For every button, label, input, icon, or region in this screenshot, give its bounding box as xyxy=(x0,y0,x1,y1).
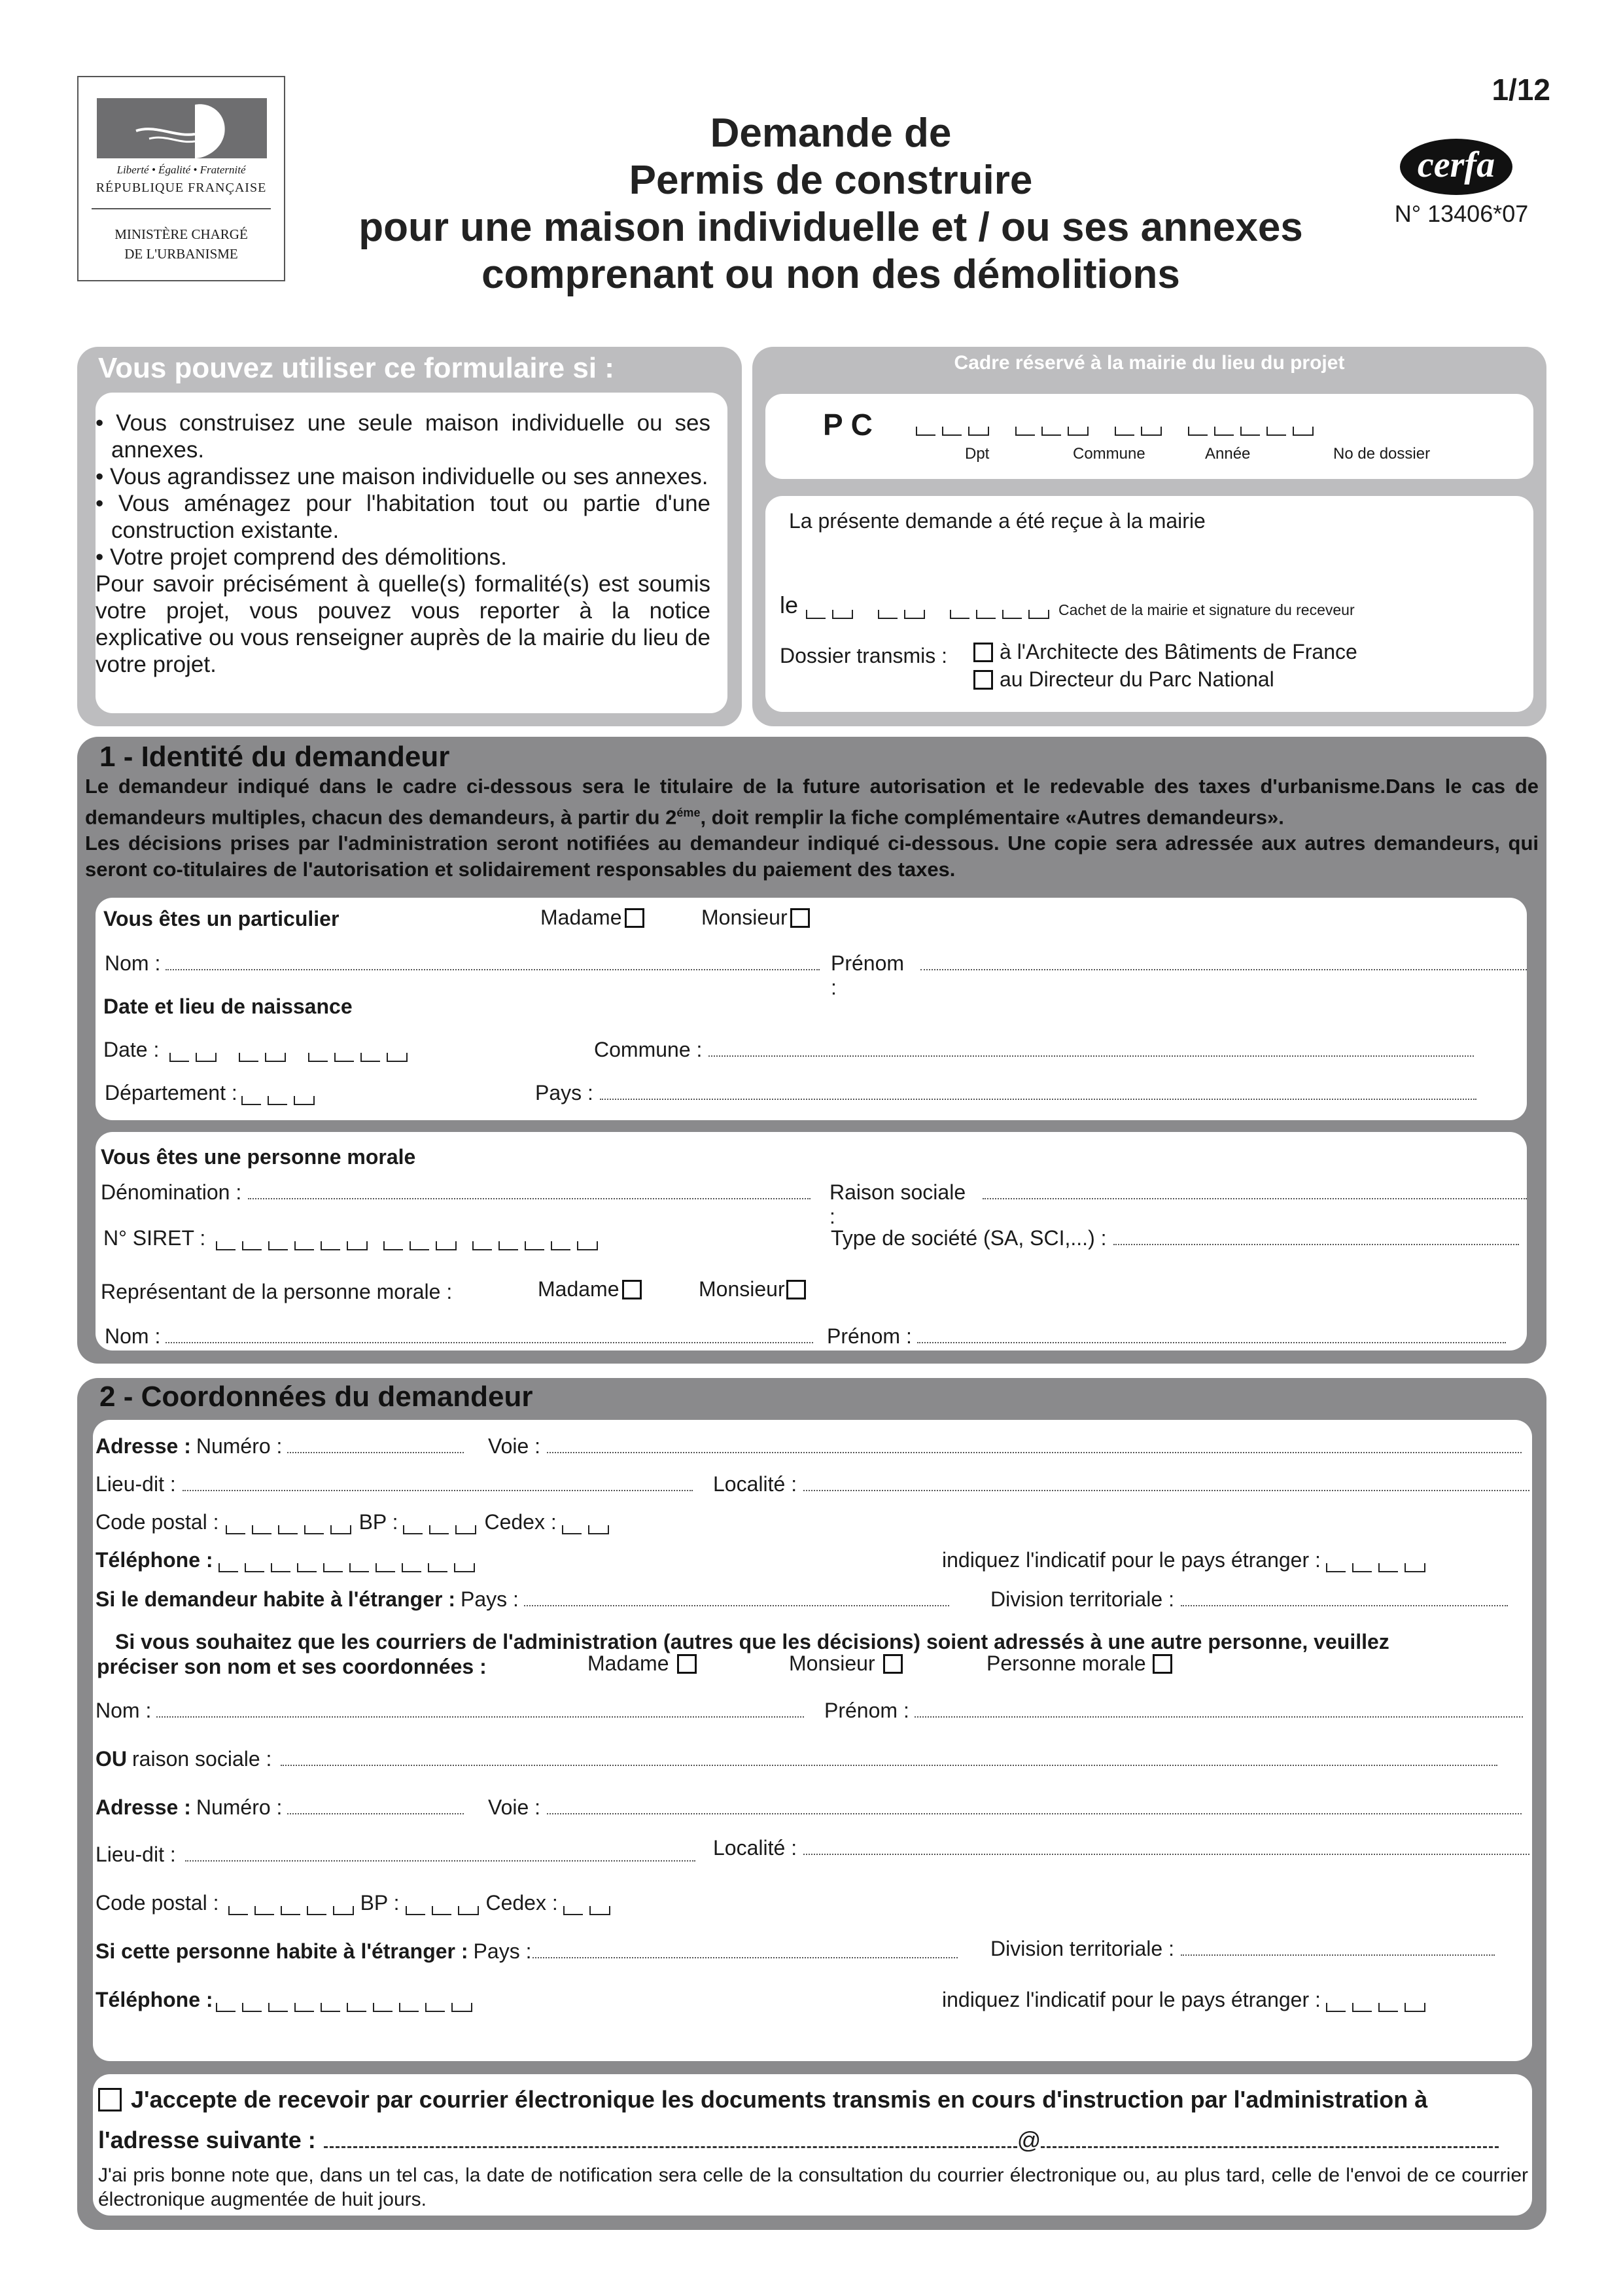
received-text: La présente demande a été reçue à la mairie xyxy=(789,509,1206,533)
cerfa-logo-text: cerfa xyxy=(1417,145,1495,185)
usage-box xyxy=(77,347,742,726)
departement-label: Département : xyxy=(105,1081,237,1104)
other-ou-label: OU xyxy=(96,1747,127,1771)
bullet-1: • Vous construisez une seule maison individuelle ou ses annexes. xyxy=(96,410,710,463)
representant-label: Représentant de la personne morale : xyxy=(101,1280,453,1303)
date-day-comb[interactable] xyxy=(806,610,860,619)
usage-bullets xyxy=(96,410,710,678)
birth-day-comb[interactable] xyxy=(169,1053,223,1062)
bullet-2: • Vous agrandissez une maison individuelle ou ses annexes. xyxy=(96,464,708,489)
col-dossier: No de dossier xyxy=(1333,445,1431,463)
other-madame-checkbox[interactable] xyxy=(677,1654,697,1674)
nom-field[interactable] xyxy=(166,966,820,970)
prenom-field[interactable] xyxy=(920,966,1527,970)
siret-nic-comb[interactable] xyxy=(472,1241,604,1250)
rep-monsieur-label: Monsieur xyxy=(699,1277,785,1301)
rep-monsieur-checkbox[interactable] xyxy=(786,1280,806,1299)
dossier-number-box xyxy=(765,394,1533,479)
rep-prenom-label: Prénom : xyxy=(827,1324,912,1348)
dossier-comb xyxy=(1188,427,1320,436)
other-recipient-box xyxy=(93,1627,1532,2061)
morale-box xyxy=(96,1132,1527,1351)
abf-checkbox[interactable] xyxy=(973,643,993,662)
usage-note: Pour savoir précisément à quelle(s) formalité(s) est soumis votre projet, vous pouvez vous reporter à la notice explicative ou vous renseigner auprès de la mairie du lieu de votre projet. xyxy=(96,571,710,677)
siret-label: N° SIRET : xyxy=(103,1226,206,1250)
email-at-sign: @ xyxy=(1017,2127,1041,2153)
bullet-4: • Votre projet comprend des démolitions. xyxy=(96,544,507,570)
pays-field[interactable] xyxy=(600,1096,1476,1100)
indicatif-comb[interactable] xyxy=(1326,1563,1432,1572)
logo-motto: Liberté • Égalité • Fraternité xyxy=(116,164,246,176)
other-nom-label: Nom : xyxy=(96,1699,152,1722)
page-number: 1/12 xyxy=(1492,73,1550,107)
section2-title: 2 - Coordonnées du demandeur xyxy=(99,1381,533,1413)
departement-comb[interactable] xyxy=(241,1096,321,1105)
col-dpt: Dpt xyxy=(965,445,990,463)
cerfa-logo xyxy=(1400,139,1512,195)
section1-identite xyxy=(77,737,1546,1364)
morale-title: Vous êtes une personne morale xyxy=(101,1145,416,1169)
mairie-box-title: Cadre réservé à la mairie du lieu du projet xyxy=(954,352,1345,374)
etranger-label: Si le demandeur habite à l'étranger : xyxy=(96,1587,455,1611)
pays-label: Pays : xyxy=(535,1081,593,1104)
le-label: le xyxy=(780,592,799,618)
other-prenom-label: Prénom : xyxy=(824,1699,909,1722)
voie-field[interactable] xyxy=(547,1449,1522,1453)
section1-intro-p1: Le demandeur indiqué dans le cadre ci-dessous sera le titulaire de la future autorisation et le redevable des taxes d'urbanisme.Dans le cas de demandeurs multiples, chacun des demandeurs, à partir du $2^{éme}$, doit remplir la fiche complémentaire «Autres demandeurs». xyxy=(85,775,1539,829)
other-monsieur-label: Monsieur xyxy=(789,1651,875,1675)
localite-label: Localité : xyxy=(713,1472,797,1496)
other-voie-label: Voie : xyxy=(488,1795,541,1819)
cerfa-number: N° 13406*07 xyxy=(1394,200,1529,227)
other-raison-label: raison sociale : xyxy=(132,1747,272,1771)
type-societe-field[interactable] xyxy=(1113,1241,1519,1245)
denomination-label: Dénomination : xyxy=(101,1180,242,1204)
bullet-3: • Vous aménagez pour l'habitation tout ou partie d'une construction existante. xyxy=(96,491,710,543)
telephone-label: Téléphone : xyxy=(96,1548,213,1572)
date-year-comb[interactable] xyxy=(950,610,1056,619)
prenom-label: Prénom : xyxy=(831,951,905,999)
other-cedex-comb[interactable] xyxy=(563,1906,617,1915)
nom-label: Nom : xyxy=(105,951,161,975)
division-label: Division territoriale : xyxy=(990,1587,1174,1611)
other-numero-field[interactable] xyxy=(287,1810,464,1814)
other-bp-comb[interactable] xyxy=(406,1906,485,1915)
other-nom-field[interactable] xyxy=(156,1714,804,1718)
cedex-comb[interactable] xyxy=(562,1525,616,1534)
birth-title: Date et lieu de naissance xyxy=(103,995,353,1018)
section1-intro xyxy=(85,773,1539,883)
other-indicatif-comb[interactable] xyxy=(1326,2003,1432,2012)
email-note: J'ai pris bonne note que, dans un tel cas, la date de notification sera celle de la consultation du courrier électronique ou, au plus tard, celle de l'envoi de ce courrier électronique augmentée de huit jours. xyxy=(98,2164,1528,2210)
adresse-label: Adresse : xyxy=(96,1434,191,1458)
date-month-comb[interactable] xyxy=(878,610,932,619)
type-societe-label: Type de société (SA, SCI,...) : xyxy=(831,1226,1107,1250)
pays-field[interactable] xyxy=(524,1602,949,1606)
other-code-postal-label: Code postal : xyxy=(96,1891,219,1915)
email-consent-checkbox[interactable] xyxy=(98,2088,122,2111)
option-abf: à l'Architecte des Bâtiments de France xyxy=(1000,640,1357,663)
code-postal-comb[interactable] xyxy=(226,1525,358,1534)
other-morale-label: Personne morale xyxy=(986,1651,1146,1675)
siret-siren-comb[interactable] xyxy=(216,1241,374,1250)
other-localite-label: Localité : xyxy=(713,1836,797,1860)
cedex-label: Cedex : xyxy=(484,1510,557,1534)
division-field[interactable] xyxy=(1181,1602,1508,1606)
title-line4: comprenant ou non des démolitions xyxy=(481,252,1180,297)
other-numero-label: Numéro : xyxy=(196,1795,283,1819)
section1-title: 1 - Identité du demandeur xyxy=(99,741,450,773)
other-localite-field[interactable] xyxy=(803,1851,1529,1855)
other-voie-field[interactable] xyxy=(547,1810,1522,1814)
other-prenom-field[interactable] xyxy=(915,1714,1523,1718)
particulier-title: Vous êtes un particulier xyxy=(103,907,340,930)
other-monsieur-checkbox[interactable] xyxy=(883,1654,903,1674)
email-local-field[interactable] xyxy=(324,2144,1017,2148)
madame-checkbox[interactable] xyxy=(625,908,644,928)
ministry-line1: MINISTÈRE CHARGÉ xyxy=(114,226,248,242)
other-etranger-label: Si cette personne habite à l'étranger : xyxy=(96,1939,468,1963)
lieu-dit-field[interactable] xyxy=(183,1487,693,1491)
pc-letters: P C xyxy=(823,408,873,442)
section1-intro-p2: Les décisions prises par l'administration seront notifiées au demandeur indiqué ci-dessous. Une copie sera adressée aux autres demandeurs, qui seront co-titulaires de l'autorisation et solidairement responsables du paiement des taxes. xyxy=(85,832,1539,881)
numero-field[interactable] xyxy=(287,1449,464,1453)
email-accept-line2: l'adresse suivante : xyxy=(98,2127,316,2153)
monsieur-label: Monsieur xyxy=(701,906,788,929)
other-lieu-dit-label: Lieu-dit : xyxy=(96,1843,176,1866)
commune-label: Commune : xyxy=(594,1038,703,1061)
rep-madame-label: Madame xyxy=(538,1277,620,1301)
reception-box xyxy=(765,496,1533,712)
pays-label: Pays : xyxy=(460,1587,519,1611)
dpt-comb xyxy=(916,427,996,436)
other-division-label: Division territoriale : xyxy=(990,1937,1174,1960)
email-consent-box xyxy=(93,2074,1532,2216)
other-morale-checkbox[interactable] xyxy=(1153,1654,1172,1674)
stamp-text: Cachet de la mairie et signature du receveur xyxy=(1058,601,1355,618)
raison-sociale-field[interactable] xyxy=(983,1195,1527,1199)
other-division-field[interactable] xyxy=(1181,1952,1495,1956)
reception-date xyxy=(780,592,1355,619)
other-intro-line2: préciser son nom et ses coordonnées : xyxy=(97,1655,487,1678)
other-telephone-comb[interactable] xyxy=(216,2003,479,2012)
bp-comb[interactable] xyxy=(403,1525,483,1534)
raison-sociale-label: Raison sociale : xyxy=(829,1180,966,1228)
email-domain-field[interactable] xyxy=(1041,2144,1499,2148)
other-pays-field[interactable] xyxy=(532,1954,958,1958)
monsieur-checkbox[interactable] xyxy=(790,908,810,928)
localite-field[interactable] xyxy=(803,1487,1529,1491)
annee-comb xyxy=(1115,427,1168,436)
ministry-line2: DE L'URBANISME xyxy=(124,246,238,262)
siret-part2-comb[interactable] xyxy=(383,1241,463,1250)
title-line2: Permis de construire xyxy=(629,158,1033,203)
mairie-box xyxy=(752,347,1546,726)
ministry-logo-block xyxy=(77,76,285,281)
other-bp-label: BP : xyxy=(360,1891,400,1915)
telephone-comb[interactable] xyxy=(218,1563,481,1572)
transmitted-label: Dossier transmis : xyxy=(780,644,948,667)
col-commune: Commune xyxy=(1073,445,1145,463)
other-indicatif-label: indiquez l'indicatif pour le pays étranger : xyxy=(942,1988,1321,2011)
rep-madame-checkbox[interactable] xyxy=(622,1280,642,1299)
other-telephone-label: Téléphone : xyxy=(96,1988,213,2011)
other-raison-field[interactable] xyxy=(281,1762,1497,1766)
voie-label: Voie : xyxy=(488,1434,541,1458)
birth-month-comb[interactable] xyxy=(239,1053,292,1062)
title-line3: pour une maison individuelle et / ou ses annexes xyxy=(358,205,1303,250)
lieu-dit-label: Lieu-dit : xyxy=(96,1472,176,1496)
rep-prenom-field[interactable] xyxy=(917,1339,1506,1343)
madame-label: Madame xyxy=(540,906,622,929)
rep-nom-label: Nom : xyxy=(105,1324,161,1348)
other-code-postal-comb[interactable] xyxy=(228,1906,360,1915)
other-madame-label: Madame xyxy=(587,1651,669,1675)
rep-nom-field[interactable] xyxy=(166,1339,813,1343)
other-cedex-label: Cedex : xyxy=(485,1891,558,1915)
other-adresse-label: Adresse : xyxy=(96,1795,191,1819)
parc-checkbox[interactable] xyxy=(973,670,993,690)
marianne-logo-icon xyxy=(97,98,267,158)
numero-label: Numéro : xyxy=(196,1434,283,1458)
col-annee: Année xyxy=(1205,445,1251,463)
birth-year-comb[interactable] xyxy=(308,1053,414,1062)
indicatif-label: indiquez l'indicatif pour le pays étranger : xyxy=(942,1548,1321,1572)
particulier-box xyxy=(96,898,1527,1120)
other-pays-label: Pays : xyxy=(473,1939,532,1963)
title-line1: Demande de xyxy=(710,111,952,156)
commune-comb xyxy=(1015,427,1095,436)
section2-coordonnees xyxy=(77,1378,1546,2230)
email-accept-line1: J'accepte de recevoir par courrier électronique les documents transmis en cours d'instruction par l'administration à xyxy=(131,2086,1428,2113)
usage-box-title: Vous pouvez utiliser ce formulaire si : xyxy=(98,352,614,384)
option-parc: au Directeur du Parc National xyxy=(1000,667,1274,691)
code-postal-label: Code postal : xyxy=(96,1510,219,1534)
date-label: Date : xyxy=(103,1038,160,1061)
page-title xyxy=(301,110,1361,298)
commune-field[interactable] xyxy=(708,1053,1474,1057)
other-lieu-dit-field[interactable] xyxy=(185,1858,695,1862)
denomination-field[interactable] xyxy=(248,1195,811,1199)
bp-label: BP : xyxy=(358,1510,398,1534)
dossier-number-field[interactable] xyxy=(916,427,1320,436)
other-intro-line1: Si vous souhaitez que les courriers de l'administration (autres que les décisions) soient adressés à une autre personne, veuillez xyxy=(115,1630,1389,1653)
logo-country: RÉPUBLIQUE FRANÇAISE xyxy=(96,181,267,195)
